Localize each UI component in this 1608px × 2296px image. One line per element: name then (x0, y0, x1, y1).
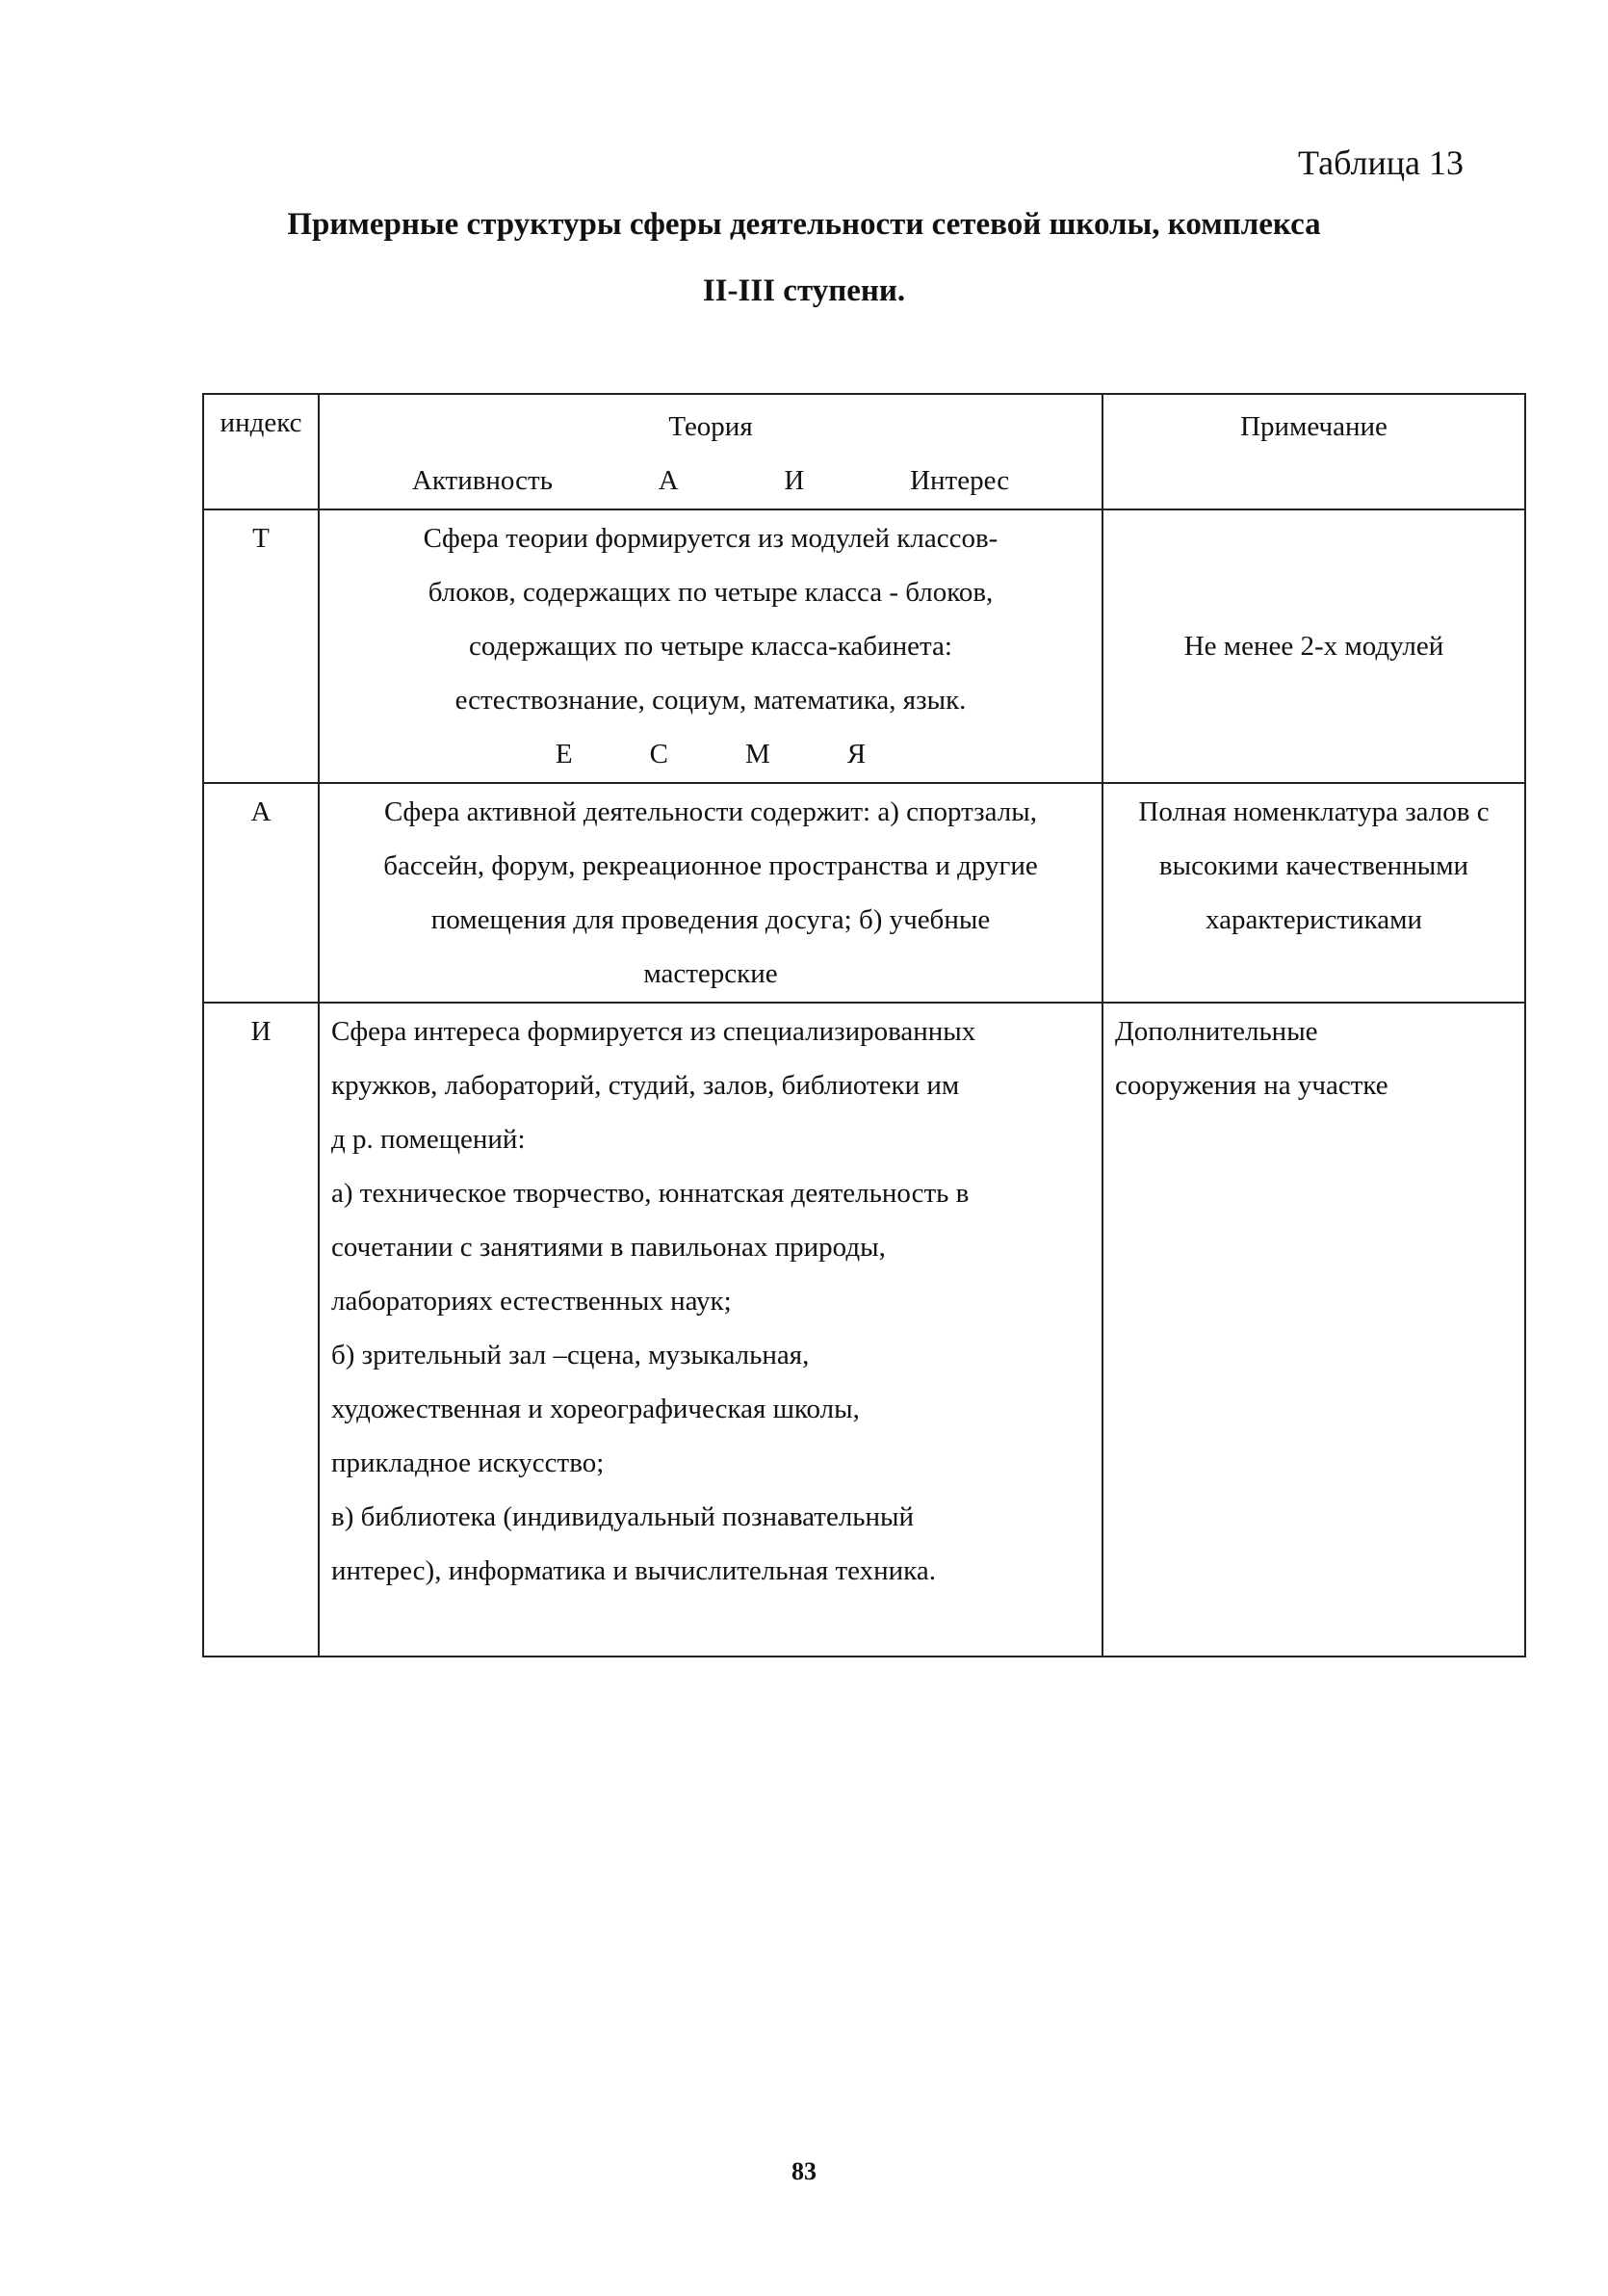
row-line: в) библиотека (индивидуальный познавательный (331, 1501, 915, 1532)
row-line: сочетании с занятиями в павильонах природы, (331, 1232, 886, 1263)
row-line: Сфера активной деятельности содержит: а) спортзалы, (384, 796, 1037, 827)
row-line: содержащих по четыре класса-кабинета: (469, 631, 952, 662)
subhead-a: А (658, 465, 679, 496)
note-line: Полная номенклатура залов с (1138, 796, 1490, 827)
letter-e: Е (555, 739, 573, 770)
row-note (1102, 1003, 1525, 1657)
letter-m: М (744, 739, 770, 770)
row-line: лабораториях естественных наук; (331, 1286, 732, 1317)
row-line: естествознание, социум, математика, язык. (454, 685, 967, 716)
row-description (319, 509, 1102, 783)
row-index: И (203, 1003, 319, 1657)
row-line: прикладное искусство; (331, 1448, 605, 1478)
table-label: Таблица 13 (1298, 144, 1464, 182)
table-row-activity (203, 783, 1525, 1003)
header-index-cell (203, 394, 319, 509)
header-row (203, 394, 1525, 509)
structure-table (202, 393, 1526, 1657)
table-title-line2: II-III ступени. (702, 274, 906, 308)
row-line: мастерские (643, 958, 778, 989)
row-index: А (203, 783, 319, 1003)
sphere-letters (321, 727, 1101, 781)
row-line: кружков, лабораторий, студий, залов, библиотеки им (331, 1070, 960, 1101)
table-title-line1: Примерные структуры сферы деятельности сетевой школы, комплекса (287, 207, 1321, 242)
row-note (1102, 509, 1525, 783)
row-description (319, 1003, 1102, 1657)
header-subheads (321, 454, 1101, 508)
row-line: Сфера теории формируется из модулей классов- (423, 523, 999, 554)
page-number: 83 (791, 2157, 817, 2185)
row-description (319, 783, 1102, 1003)
table-row-interest (203, 1003, 1525, 1657)
row-line: а) техническое творчество, юннатская деятельность в (331, 1178, 970, 1209)
note-line: Не менее 2-х модулей (1183, 631, 1444, 662)
letter-s: С (649, 739, 668, 770)
row-line: б) зрительный зал –сцена, музыкальная, (331, 1340, 810, 1370)
header-theory: Теория (668, 411, 753, 442)
row-line: д р. помещений: (331, 1124, 526, 1155)
note-line: характеристиками (1205, 904, 1423, 935)
header-theory-cell (319, 394, 1102, 509)
row-line: Сфера интереса формируется из специализированных (331, 1016, 976, 1047)
header-note: Примечание (1240, 411, 1388, 442)
table-row-theory (203, 509, 1525, 783)
row-line: бассейн, форум, рекреационное пространства и другие (383, 850, 1038, 881)
subhead-interest: Интерес (910, 465, 1010, 496)
note-line: высокими качественными (1158, 850, 1469, 881)
note-line: Дополнительные (1115, 1016, 1318, 1047)
note-line: сооружения на участке (1115, 1070, 1388, 1101)
header-index: индекс (220, 407, 302, 438)
row-note (1102, 783, 1525, 1003)
row-line: художественная и хореографическая школы, (331, 1394, 860, 1424)
row-line: помещения для проведения досуга; б) учебные (430, 904, 991, 935)
subhead-activity: Активность (411, 465, 553, 496)
row-line: интерес), информатика и вычислительная техника. (331, 1555, 936, 1586)
header-note-cell (1102, 394, 1525, 509)
subhead-i: И (784, 465, 805, 496)
letter-ya: Я (846, 739, 867, 770)
row-line: блоков, содержащих по четыре класса - блоков, (428, 577, 994, 608)
row-index: Т (203, 509, 319, 783)
